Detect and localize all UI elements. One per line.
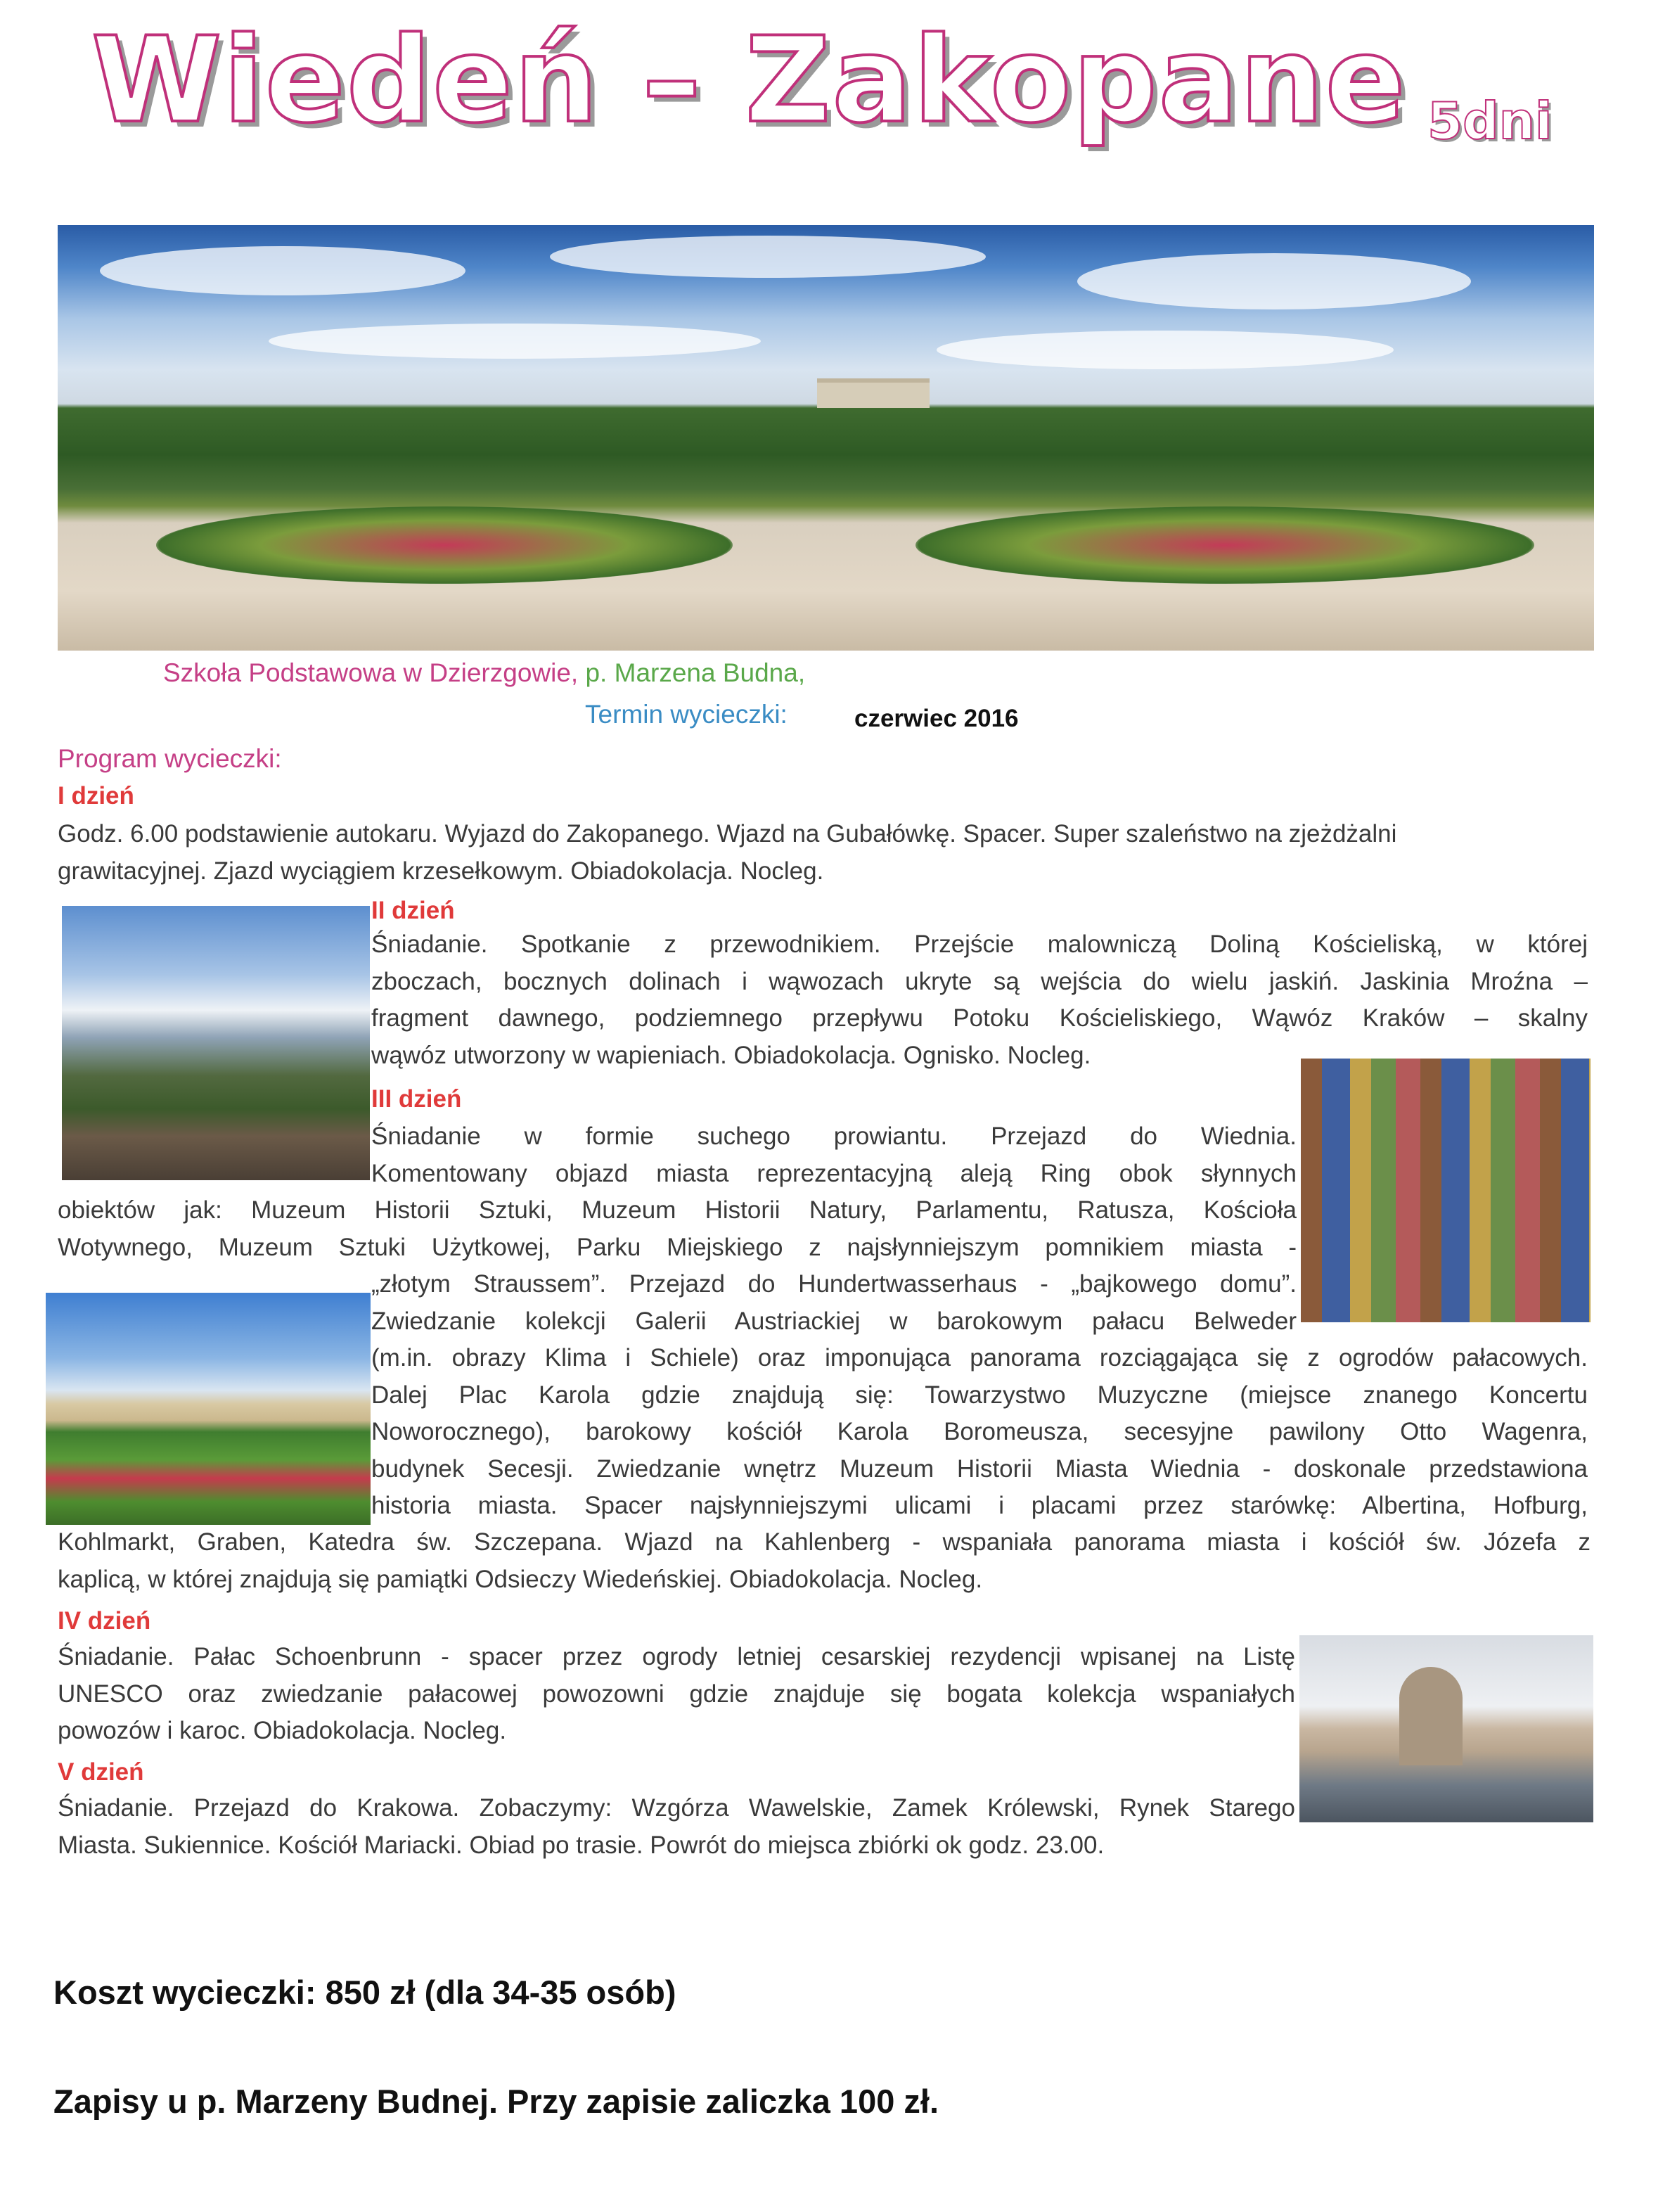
day-3-text-b <box>58 1192 1297 1266</box>
day-5-line: Śniadanie. Przejazd do Krakowa. Zobaczymy: Wzgórza Wawelskie, Zamek Królewski, Rynek Starego <box>58 1794 1295 1822</box>
day-3-line: historia miasta. Spacer najsłynniejszymi ulicami i placami przez starówkę: Albertina, Hofburg, <box>371 1492 1588 1519</box>
parliament-dome-shape <box>1399 1667 1463 1765</box>
day-4-line: Śniadanie. Pałac Schoenbrunn - spacer przez ogrody letniej cesarskiej rezydencji wpisanej na Listę <box>58 1643 1295 1670</box>
day-3-line: (m.in. obrazy Klima i Schiele) oraz imponująca panorama rozciągająca się z ogrodów pałacowych. <box>371 1344 1588 1372</box>
day-3-line: Śniadanie w formie suchego prowiantu. Przejazd do Wiednia. <box>371 1123 1297 1150</box>
day-3-line: kaplicą, w której znajdują się pamiątki Odsieczy Wiedeńskiej. Obiadokolacja. Nocleg. <box>58 1565 983 1593</box>
term-label: Termin wycieczki: <box>585 700 788 729</box>
day-3-line: Noworocznego), barokowy kościół Karola Boromeusza, secesyjne pawilony Otto Wagenra, <box>371 1418 1588 1445</box>
day-2-text <box>371 926 1588 1074</box>
day-4-line: powozów i karoc. Obiadokolacja. Nocleg. <box>58 1717 507 1744</box>
day-3-line: Komentowany objazd miasta reprezentacyjną aleją Ring obok słynnych <box>371 1159 1297 1187</box>
day-1-label: I dzień <box>58 782 134 810</box>
day-5-text <box>58 1790 1295 1864</box>
day-3-text-c <box>371 1266 1297 1340</box>
term-value: czerwiec 2016 <box>854 705 1019 732</box>
program-title: Program wycieczki: <box>58 744 282 773</box>
day-3-text-d <box>371 1340 1588 1525</box>
tatra-mountains-image <box>62 906 370 1180</box>
day-1-line: grawitacyjnej. Zjazd wyciągiem krzesełkowym. Obiadokolacja. Nocleg. <box>58 857 824 885</box>
day-3-line: obiektów jak: Muzeum Historii Sztuki, Muzeum Historii Natury, Parlamentu, Ratusza, Kościoła <box>58 1196 1297 1224</box>
teacher-name: p. Marzena Budna, <box>578 658 806 687</box>
day-3-line: Kohlmarkt, Graben, Katedra św. Szczepana. Wjazd na Kahlenberg - wspaniała panorama miasta i kościół św. Józefa z <box>58 1528 1591 1556</box>
school-name: Szkoła Podstawowa w Dzierzgowie, <box>163 658 579 687</box>
day-3-text-e <box>58 1524 1591 1598</box>
school-line <box>163 658 805 688</box>
day-5-line: Miasta. Sukiennice. Kościół Mariacki. Obiad po trasie. Powrót do miejsca zbiórki ok godz. 23.00. <box>58 1831 1105 1859</box>
day-4-line: UNESCO oraz zwiedzanie pałacowej powozowni gdzie znajduje się bogata kolekcja wspaniałych <box>58 1680 1295 1708</box>
day-3-line: „złotym Straussem”. Przejazd do Hundertwasserhaus - „bajkowego domu”. <box>371 1270 1297 1298</box>
day-3-line: Zwiedzanie kolekcji Galerii Austriackiej w barokowym pałacu Belweder <box>371 1307 1297 1335</box>
page-title: Wiedeń – Zakopane <box>91 11 1407 149</box>
schoenbrunn-gardens-panorama-image <box>58 225 1594 651</box>
hundertwasserhaus-image <box>1301 1059 1591 1322</box>
day-1-line: Godz. 6.00 podstawienie autokaru. Wyjazd do Zakopanego. Wjazd na Gubałówkę. Spacer. Super szaleństwo na zjeżdżalni <box>58 820 1397 848</box>
day-1-text <box>58 816 1591 890</box>
day-2-line: wąwóz utworzony w wapieniach. Obiadokolacja. Ognisko. Nocleg. <box>371 1041 1091 1069</box>
day-3-line: Wotywnego, Muzeum Sztuki Użytkowej, Parku Miejskiego z najsłynniejszym pomnikiem miasta - <box>58 1233 1297 1261</box>
day-3-label: III dzień <box>371 1085 462 1113</box>
day-2-line: fragment dawnego, podziemnego przepływu Potoku Kościeliskiego, Wąwóz Kraków – skalny <box>371 1004 1588 1032</box>
signup-info: Zapisy u p. Marzeny Budnej. Przy zapisie zaliczka 100 zł. <box>53 2083 939 2120</box>
day-3-line: budynek Secesji. Zwiedzanie wnętrz Muzeum Historii Miasta Wiednia - doskonale przedstawiona <box>371 1455 1588 1483</box>
day-2-line: zboczach, bocznych dolinach i wąwozach ukryte są wejścia do wielu jaskiń. Jaskinia Mroźna – <box>371 967 1588 995</box>
trip-cost: Koszt wycieczki: 850 zł (dla 34-35 osób) <box>53 1974 676 2011</box>
day-3-line: Dalej Plac Karola gdzie znajdują się: Towarzystwo Muzyczne (miejsce znanego Koncertu <box>371 1381 1588 1409</box>
day-3-text-a <box>371 1118 1297 1192</box>
day-4-label: IV dzień <box>58 1607 151 1635</box>
day-5-label: V dzień <box>58 1758 144 1786</box>
day-2-line: Śniadanie. Spotkanie z przewodnikiem. Przejście malowniczą Doliną Kościeliską, w której <box>371 931 1588 958</box>
schoenbrunn-palace-image <box>46 1293 371 1525</box>
day-2-label: II dzień <box>371 897 455 924</box>
duration-label: 5dni <box>1427 91 1553 151</box>
day-4-text <box>58 1639 1295 1750</box>
